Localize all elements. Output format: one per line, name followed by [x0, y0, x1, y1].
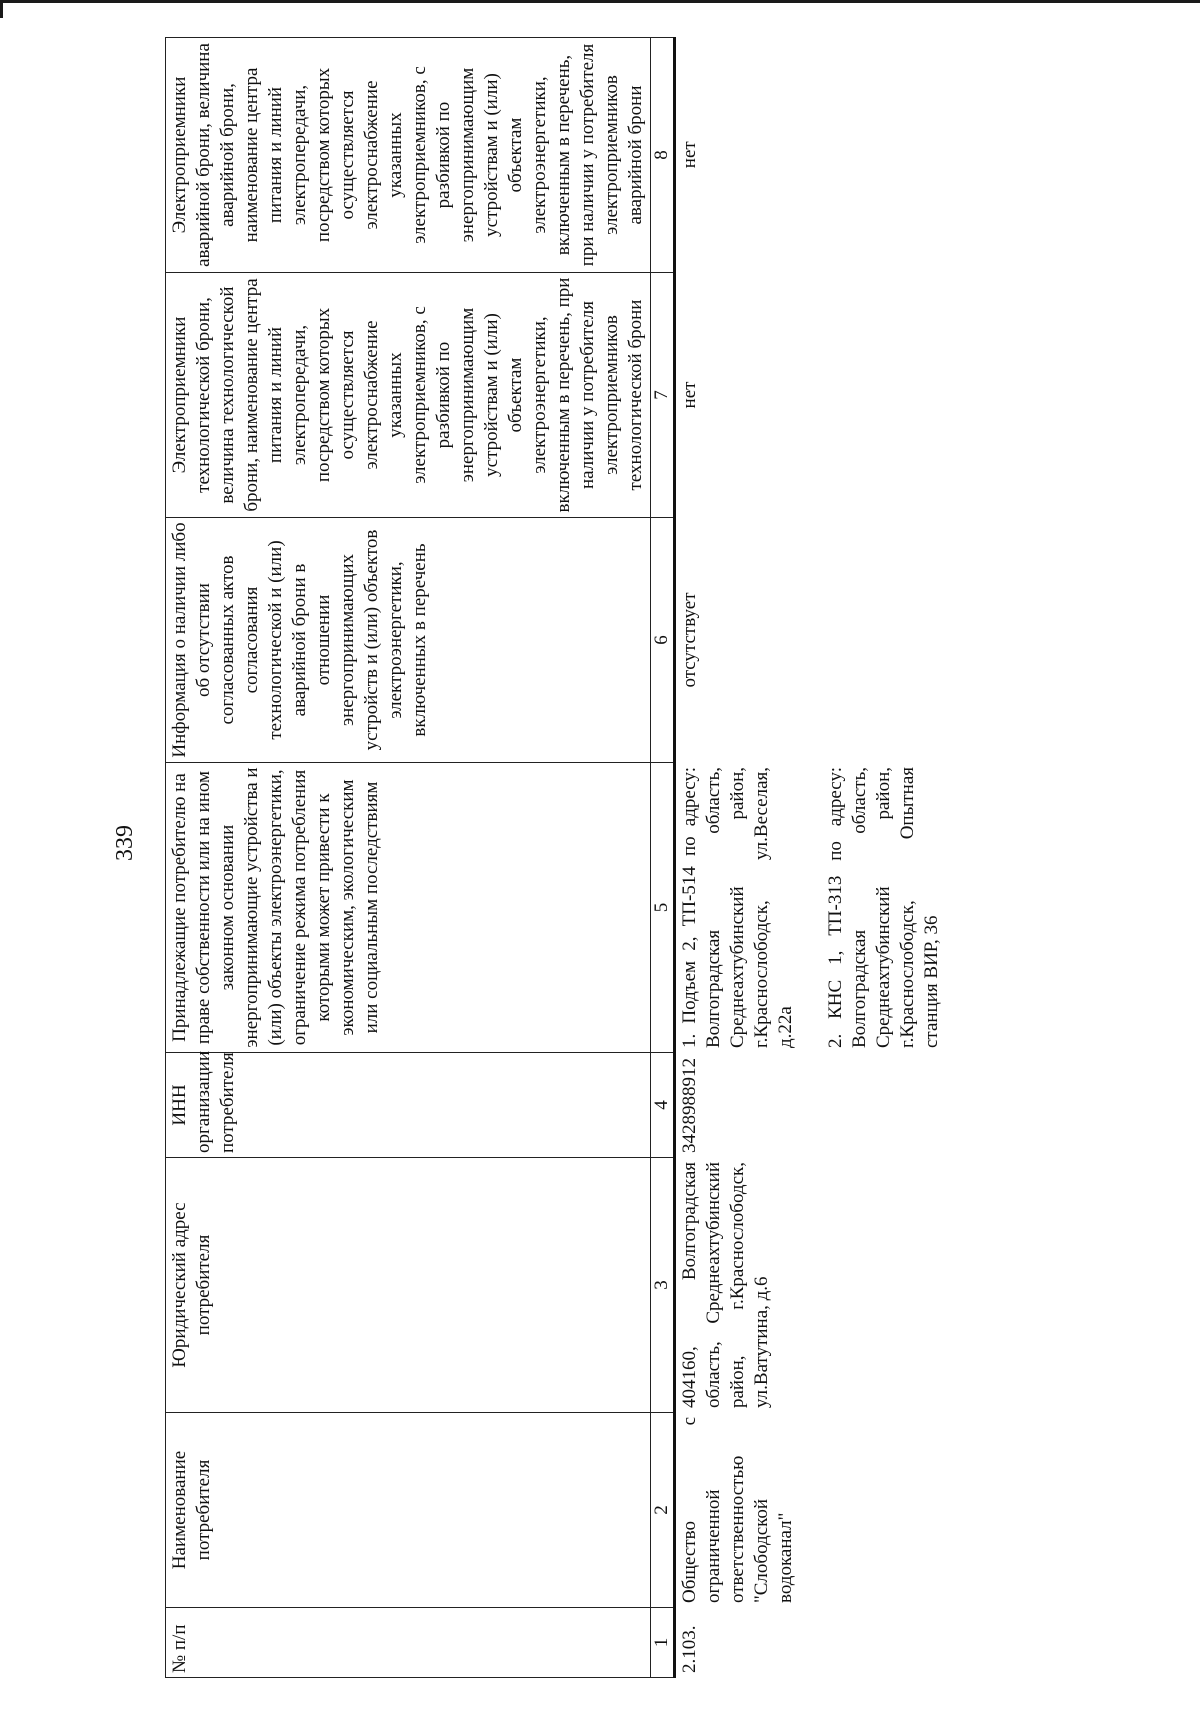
legal-address: 404160, Волгоградская область, Среднеахтубинский район, г.Краснослободск, ул.Ватутина, д.6 — [679, 1162, 772, 1408]
technological-reserve-value: нет — [679, 381, 700, 409]
header-energy-devices: Принадлежащие потребителю на праве собственности или на ином законном основании энергопринимающие устройства и (или) объекты электроэнергетики, ограничение режима потребления которыми может привести к экономическим, экологическим или социальным последствиям — [166, 763, 651, 1053]
column-number: 7 — [651, 273, 675, 518]
energy-objects-cell — [675, 763, 973, 1053]
energy-object-item: 1. Подъем 2, ТП-514 по адресу: Волгоградская область, Среднеахтубинский район, г.Краснослободск, ул.Веселая, д.22а — [679, 767, 796, 1048]
table-row — [675, 38, 973, 1678]
inn-value: 3428988912 — [679, 1058, 700, 1153]
header-legal-address: Юридический адрес потребителя — [166, 1158, 651, 1413]
rotated-table-container — [165, 30, 1165, 1690]
header-emergency-reserve: Электроприемники аварийной брони, величина аварийной брони, наименование центра питания и линий электропередачи, посредством которых осуществляется электроснабжение указанных электроприемников, с разбивкой по энергопринимающим устройствам и (или) объектам электроэнергетики, включенным в перечень, при наличии у потребителя электроприемников аварийной брони — [166, 38, 651, 273]
column-number: 4 — [651, 1053, 675, 1158]
scan-edge-top — [0, 0, 1200, 3]
column-number-row — [651, 38, 675, 1678]
scan-edge-left — [0, 0, 3, 18]
consumer-name: Общество с ограниченной ответственностью "Слободской водоканал" — [679, 1417, 796, 1603]
header-technological-reserve: Электроприемники технологической брони, величина технологической брони, наименование центра питания и линий электропередачи, посредством которых осуществляется электроснабжение указанных электроприемников, с разбивкой по энергопринимающим устройствам и (или) объектам электроэнергетики, включенным в перечень, при наличии у потребителя электроприемников технологической брони — [166, 273, 651, 518]
column-number: 2 — [651, 1413, 675, 1608]
header-row — [166, 38, 651, 1678]
column-number: 3 — [651, 1158, 675, 1413]
column-number: 5 — [651, 763, 675, 1053]
energy-object-item: 2. КНС 1, ТП-313 по адресу: Волгоградская область, Среднеахтубинский район, г.Краснослободск, Опытная станция ВИР, 36 — [825, 767, 942, 1048]
column-number: 6 — [651, 518, 675, 763]
column-number: 8 — [651, 38, 675, 273]
consumer-register-table — [165, 37, 972, 1678]
column-number: 1 — [651, 1608, 675, 1678]
header-inn: ИНН организации потребителя — [166, 1053, 651, 1158]
emergency-reserve-value: нет — [679, 141, 700, 169]
reserve-acts-value: отсутствует — [679, 592, 700, 688]
header-number: № п/п — [166, 1608, 651, 1678]
header-reserve-acts: Информация о наличии либо об отсутствии согласованных актов согласования технологической и (или) аварийной брони в отношении энергопринимающих устройств и (или) объектов электроэнергетики, включенных в перечень — [166, 518, 651, 763]
header-consumer-name: Наименование потребителя — [166, 1413, 651, 1608]
page-number: 339 — [112, 825, 138, 861]
row-number: 2.103. — [679, 1625, 700, 1673]
